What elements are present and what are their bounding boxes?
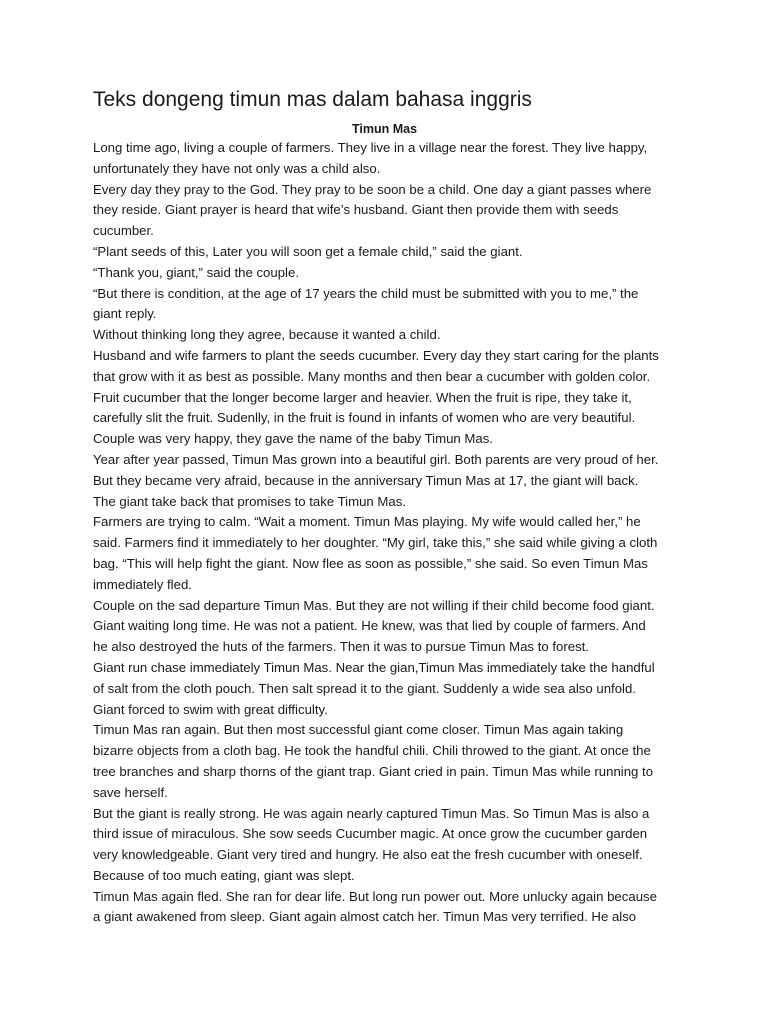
story-line: immediately fled.: [93, 576, 192, 592]
story-line: third issue of miraculous. She sow seeds Cucumber magic. At once grow the cucumber garden: [93, 826, 648, 842]
story-title: Timun Mas: [351, 122, 418, 136]
story-line: Because of too much eating, giant was slept.: [93, 867, 355, 883]
story-line: Timun Mas again fled. She ran for dear life. But long run power out. More unlucky again because: [93, 888, 657, 904]
story-line: that grow with it as best as possible. Many months and then bear a cucumber with golden color.: [93, 368, 651, 384]
story-line: But the giant is really strong. He was again nearly captured Timun Mas. So Timun Mas is also a: [93, 805, 650, 821]
story-line: said. Farmers find it immediately to her doughter. “My girl, take this,” she said while giving a cloth: [93, 535, 658, 551]
story-line: Giant waiting long time. He was not a patient. He knew, was that lied by couple of farmers. And: [93, 618, 646, 634]
story-line: cucumber.: [93, 223, 154, 239]
story-line: “Thank you, giant,” said the couple.: [93, 264, 299, 280]
story-line: he also destroyed the huts of the farmers. Then it was to pursue Timun Mas to forest.: [93, 639, 589, 655]
story-line: The giant take back that promises to take Timun Mas.: [93, 493, 406, 509]
story-body: [93, 138, 693, 928]
story-line: save herself.: [93, 784, 168, 800]
story-line: carefully slit the fruit. Sudenlly, in the fruit is found in infants of women who are very beautiful.: [93, 410, 636, 426]
story-line: very knowledgeable. Giant very tired and hungry. He also eat the fresh cucumber with oneself.: [93, 847, 643, 863]
story-line: “But there is condition, at the age of 17 years the child must be submitted with you to me,” the: [93, 285, 639, 301]
story-line: Giant forced to swim with great difficulty.: [93, 701, 328, 717]
story-line: Couple was very happy, they gave the name of the baby Timun Mas.: [93, 431, 493, 447]
story-line: Every day they pray to the God. They pray to be soon be a child. One day a giant passes where: [93, 181, 652, 197]
story-line: Giant run chase immediately Timun Mas. Near the gian,Timun Mas immediately take the handful: [93, 659, 655, 675]
story-line: bizarre objects from a cloth bag. He took the handful chili. Chili throwed to the giant. At once the: [93, 743, 651, 759]
story-line: of salt from the cloth pouch. Then salt spread it to the giant. Suddenly a wide sea also unfold.: [93, 680, 636, 696]
story-line: bag. “This will help fight the giant. Now flee as soon as possible,” she said. So even Timun Mas: [93, 555, 648, 571]
story-line: Fruit cucumber that the longer become larger and heavier. When the fruit is ripe, they take it,: [93, 389, 632, 405]
story-line: Husband and wife farmers to plant the seeds cucumber. Every day they start caring for the plants: [93, 347, 659, 363]
story-line: Without thinking long they agree, because it wanted a child.: [93, 327, 441, 343]
story-line: Couple on the sad departure Timun Mas. But they are not willing if their child become food giant.: [93, 597, 655, 613]
story-line: Long time ago, living a couple of farmers. They live in a village near the forest. They live happy,: [93, 140, 648, 155]
story-line: tree branches and sharp thorns of the giant trap. Giant cried in pain. Timun Mas while running to: [93, 763, 654, 779]
story-line: giant reply.: [93, 306, 157, 322]
story-line: unfortunately they have not only was a child also.: [93, 160, 381, 176]
story-line: “Plant seeds of this, Later you will soon get a female child,” said the giant.: [93, 243, 523, 259]
story-line: But they became very afraid, because in the anniversary Timun Mas at 17, the giant will back.: [93, 472, 639, 488]
story-line: a giant awakened from sleep. Giant again almost catch her. Timun Mas very terrified. He also: [93, 909, 637, 925]
story-line: Timun Mas ran again. But then most successful giant come closer. Timun Mas again taking: [93, 722, 624, 738]
document-title: Teks dongeng timun mas dalam bahasa inggris: [93, 88, 532, 111]
story-line: Farmers are trying to calm. “Wait a moment. Timun Mas playing. My wife would called her,” he: [93, 514, 641, 530]
story-line: they reside. Giant prayer is heard that wife’s husband. Giant then provide them with seeds: [93, 202, 619, 218]
story-line: Year after year passed, Timun Mas grown into a beautiful girl. Both parents are very proud of her.: [93, 451, 659, 467]
